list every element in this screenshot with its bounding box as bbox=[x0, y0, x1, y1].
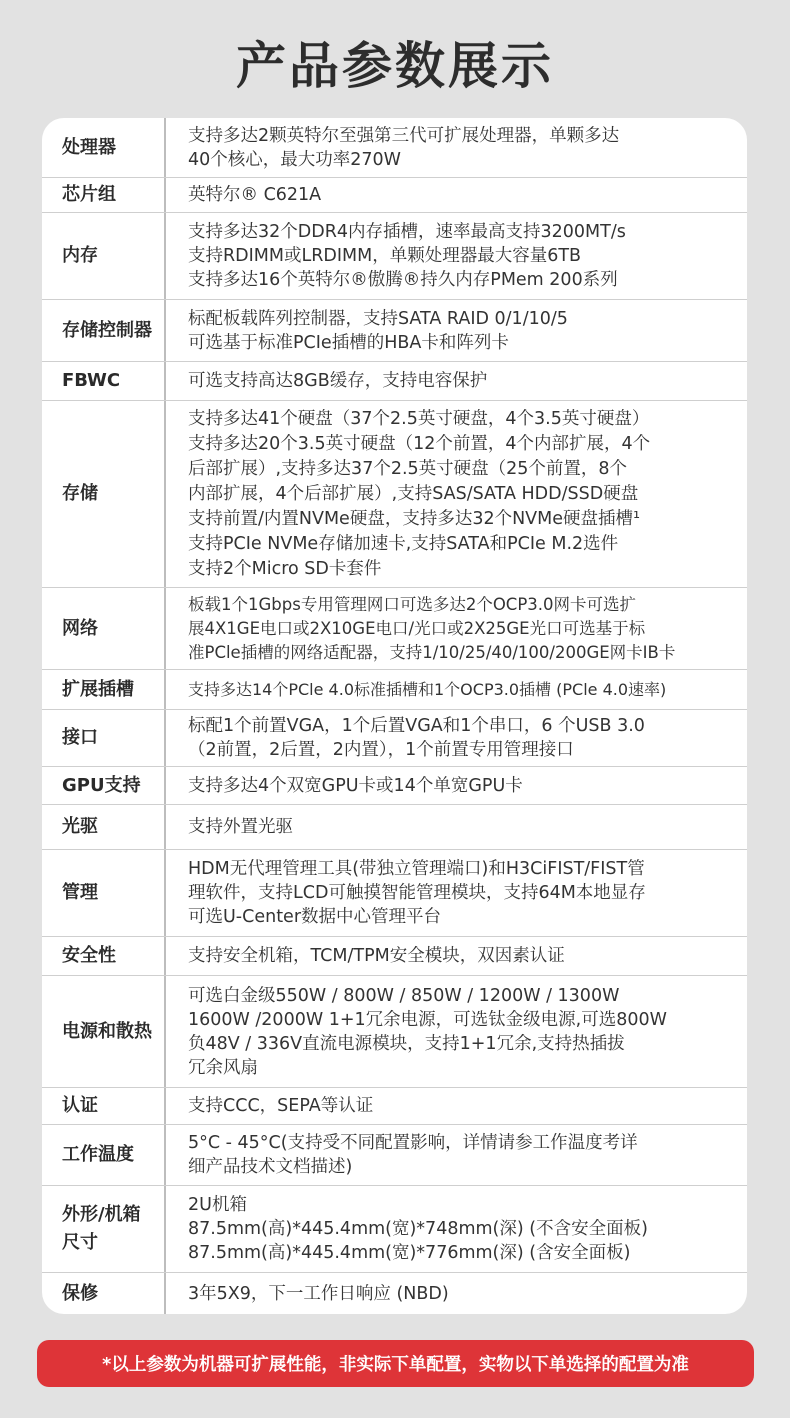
spec-value bbox=[166, 362, 747, 400]
spec-line: 2U机箱 bbox=[188, 1195, 247, 1215]
spec-table bbox=[42, 118, 747, 1314]
spec-label: 芯片组 bbox=[42, 178, 166, 212]
spec-label: 存储 bbox=[42, 401, 166, 587]
spec-value bbox=[166, 710, 747, 766]
spec-line: 支持2个Micro SD卡套件 bbox=[188, 558, 382, 579]
spec-label: 网络 bbox=[42, 588, 166, 669]
spec-row bbox=[42, 178, 747, 213]
spec-row bbox=[42, 213, 747, 300]
spec-value bbox=[166, 1186, 747, 1272]
spec-label: 安全性 bbox=[42, 937, 166, 975]
spec-line: 支持安全机箱，TCM/TPM安全模块，双因素认证 bbox=[188, 946, 565, 966]
spec-label: 保修 bbox=[42, 1273, 166, 1314]
spec-value bbox=[166, 178, 747, 212]
spec-row bbox=[42, 850, 747, 937]
spec-value bbox=[166, 1125, 747, 1185]
spec-row bbox=[42, 1273, 747, 1314]
spec-line: 支持CCC，SEPA等认证 bbox=[188, 1096, 374, 1116]
spec-line: 支持多达32个DDR4内存插槽，速率最高支持3200MT/s bbox=[188, 222, 626, 242]
spec-line: 支持多达16个英特尔®傲腾®持久内存PMem 200系列 bbox=[188, 270, 618, 290]
spec-line: 87.5mm(高)*445.4mm(宽)*748mm(深) (不含安全面板) bbox=[188, 1219, 648, 1239]
spec-line: 40个核心，最大功率270W bbox=[188, 149, 401, 170]
spec-row bbox=[42, 976, 747, 1088]
spec-line: 支持多达14个PCle 4.0标准插槽和1个OCP3.0插槽 (PCle 4.0速率) bbox=[188, 679, 667, 699]
spec-row bbox=[42, 118, 747, 178]
spec-label: 外形/机箱尺寸 bbox=[42, 1186, 166, 1272]
spec-line: 标配板载阵列控制器，支持SATA RAID 0/1/10/5 bbox=[188, 308, 568, 329]
spec-line: 1600W /2000W 1+1冗余电源，可选钛金级电源,可选800W bbox=[188, 1009, 667, 1030]
spec-row bbox=[42, 805, 747, 850]
spec-row bbox=[42, 1186, 747, 1273]
spec-line: 支持多达41个硬盘（37个2.5英寸硬盘，4个3.5英寸硬盘） bbox=[188, 408, 650, 429]
spec-line: 支持多达20个3.5英寸硬盘（12个前置，4个内部扩展，4个 bbox=[188, 433, 651, 454]
spec-value bbox=[166, 1088, 747, 1124]
spec-line: 板载1个1Gbps专用管理网口可选多达2个OCP3.0网卡可选扩 bbox=[188, 594, 637, 614]
spec-line: 支持PCIe NVMe存储加速卡,支持SATA和PCIe M.2选件 bbox=[188, 533, 619, 554]
spec-line: 5°C - 45°C(支持受不同配置影响，详情请参工作温度考详 bbox=[188, 1133, 638, 1153]
spec-line: 可选基于标准PCIe插槽的HBA卡和阵列卡 bbox=[188, 332, 509, 353]
spec-row bbox=[42, 1088, 747, 1125]
spec-line: 支持多达2颗英特尔至强第三代可扩展处理器，单颗多达 bbox=[188, 125, 620, 146]
spec-line: 可选U-Center数据中心管理平台 bbox=[188, 907, 442, 927]
spec-label: FBWC bbox=[42, 362, 166, 400]
spec-label: 工作温度 bbox=[42, 1125, 166, 1185]
spec-label: 处理器 bbox=[42, 118, 166, 177]
spec-row bbox=[42, 710, 747, 767]
spec-line: 标配1个前置VGA，1个后置VGA和1个串口，6 个USB 3.0 bbox=[188, 716, 645, 736]
spec-value bbox=[166, 937, 747, 975]
spec-label: 接口 bbox=[42, 710, 166, 766]
spec-value bbox=[166, 588, 747, 669]
spec-line: 展4X1GE电口或2X10GE电口/光口或2X25GE光口可选基于标 bbox=[188, 618, 646, 638]
spec-line: （2前置，2后置，2内置），1个前置专用管理接口 bbox=[188, 740, 574, 760]
spec-line: 支持RDIMM或LRDIMM，单颗处理器最大容量6TB bbox=[188, 246, 582, 266]
spec-line: 3年5X9，下一工作日响应 (NBD) bbox=[188, 1283, 449, 1304]
spec-value bbox=[166, 1273, 747, 1314]
spec-value bbox=[166, 767, 747, 804]
spec-value bbox=[166, 213, 747, 299]
spec-row bbox=[42, 670, 747, 710]
spec-line: 英特尔® C621A bbox=[188, 185, 322, 205]
spec-row bbox=[42, 300, 747, 362]
spec-value bbox=[166, 976, 747, 1087]
spec-label: 扩展插槽 bbox=[42, 670, 166, 709]
spec-line: 负48V / 336V直流电源模块，支持1+1冗余,支持热插拔 bbox=[188, 1033, 625, 1054]
spec-row bbox=[42, 767, 747, 805]
disclaimer-banner: *以上参数为机器可扩展性能，非实际下单配置，实物以下单选择的配置为准 bbox=[37, 1340, 754, 1387]
spec-line: 后部扩展）,支持多达37个2.5英寸硬盘（25个前置，8个 bbox=[188, 458, 628, 479]
spec-line: 支持前置/内置NVMe硬盘，支持多达32个NVMe硬盘插槽¹ bbox=[188, 508, 641, 529]
spec-label: 光驱 bbox=[42, 805, 166, 849]
spec-line: 内部扩展，4个后部扩展）,支持SAS/SATA HDD/SSD硬盘 bbox=[188, 483, 639, 504]
spec-row bbox=[42, 937, 747, 976]
spec-line: 支持多达4个双宽GPU卡或14个单宽GPU卡 bbox=[188, 775, 523, 796]
spec-line: HDM无代理管理工具(带独立管理端口)和H3CiFIST/FIST管 bbox=[188, 859, 645, 879]
spec-line: 细产品技术文档描述) bbox=[188, 1157, 353, 1177]
spec-line: 支持外置光驱 bbox=[188, 817, 293, 837]
spec-value bbox=[166, 118, 747, 177]
spec-line: 准PCle插槽的网络适配器，支持1/10/25/40/100/200GE网卡IB卡 bbox=[188, 642, 676, 662]
spec-label: 电源和散热 bbox=[42, 976, 166, 1087]
spec-value bbox=[166, 805, 747, 849]
spec-row bbox=[42, 362, 747, 401]
page-title: 产品参数展示 bbox=[236, 37, 554, 95]
spec-line: 87.5mm(高)*445.4mm(宽)*776mm(深) (含安全面板) bbox=[188, 1243, 631, 1263]
spec-value bbox=[166, 850, 747, 936]
spec-label: 存储控制器 bbox=[42, 300, 166, 361]
spec-label: GPU支持 bbox=[42, 767, 166, 804]
spec-row bbox=[42, 401, 747, 588]
spec-row bbox=[42, 1125, 747, 1186]
spec-line: 可选白金级550W / 800W / 850W / 1200W / 1300W bbox=[188, 985, 620, 1006]
spec-row bbox=[42, 588, 747, 670]
spec-label: 认证 bbox=[42, 1088, 166, 1124]
spec-line: 理软件，支持LCD可触摸智能管理模块，支持64M本地显存 bbox=[188, 883, 646, 903]
spec-value bbox=[166, 300, 747, 361]
spec-line: 可选支持高达8GB缓存，支持电容保护 bbox=[188, 371, 488, 391]
spec-line: 冗余风扇 bbox=[188, 1057, 258, 1078]
spec-label: 管理 bbox=[42, 850, 166, 936]
spec-value bbox=[166, 670, 747, 709]
spec-label: 内存 bbox=[42, 213, 166, 299]
spec-value bbox=[166, 401, 747, 587]
